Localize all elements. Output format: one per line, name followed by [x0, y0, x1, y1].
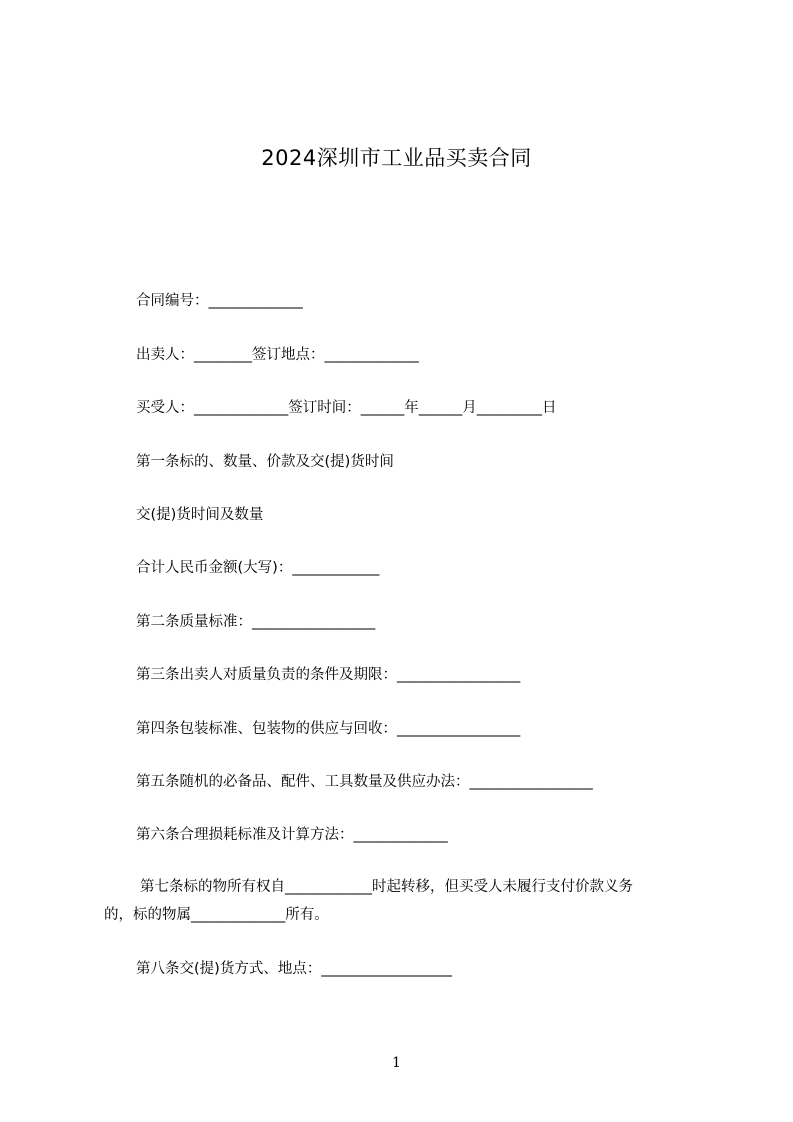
document-title: 2024深圳市工业品买卖合同	[261, 146, 532, 170]
total-amount-line: 合计人民币金额(大写)：____________	[136, 560, 380, 576]
article-4-line: 第四条包装标准、包装物的供应与回收：_________________	[136, 721, 521, 737]
article-7-paragraph	[104, 873, 704, 929]
article-5-line: 第五条随机的必备品、配件、工具数量及供应办法：_________________	[136, 774, 593, 790]
article-7-line-1: 第七条标的物所有权自____________时起转移，但买受人未履行支付价款义务	[140, 879, 633, 895]
article-6-line: 第六条合理损耗标准及计算方法：_____________	[136, 827, 448, 843]
article-3-line: 第三条出卖人对质量负责的条件及期限：_________________	[136, 667, 521, 683]
article-8-line: 第八条交(提)货方式、地点：__________________	[136, 961, 452, 977]
delivery-time-line: 交(提)货时间及数量	[136, 507, 264, 523]
buyer-line: 买受人：_____________签订时间：______年______月_________日	[136, 400, 557, 416]
article-1-heading: 第一条标的、数量、价款及交(提)货时间	[136, 454, 394, 470]
contract-number-line: 合同编号：_____________	[136, 293, 303, 309]
article-7-line-2: 的，标的物属_____________所有。	[104, 907, 329, 923]
article-2-line: 第二条质量标准：_________________	[136, 614, 376, 630]
seller-line: 出卖人：________签订地点：_____________	[136, 347, 419, 363]
page-number: 1	[392, 1055, 401, 1071]
